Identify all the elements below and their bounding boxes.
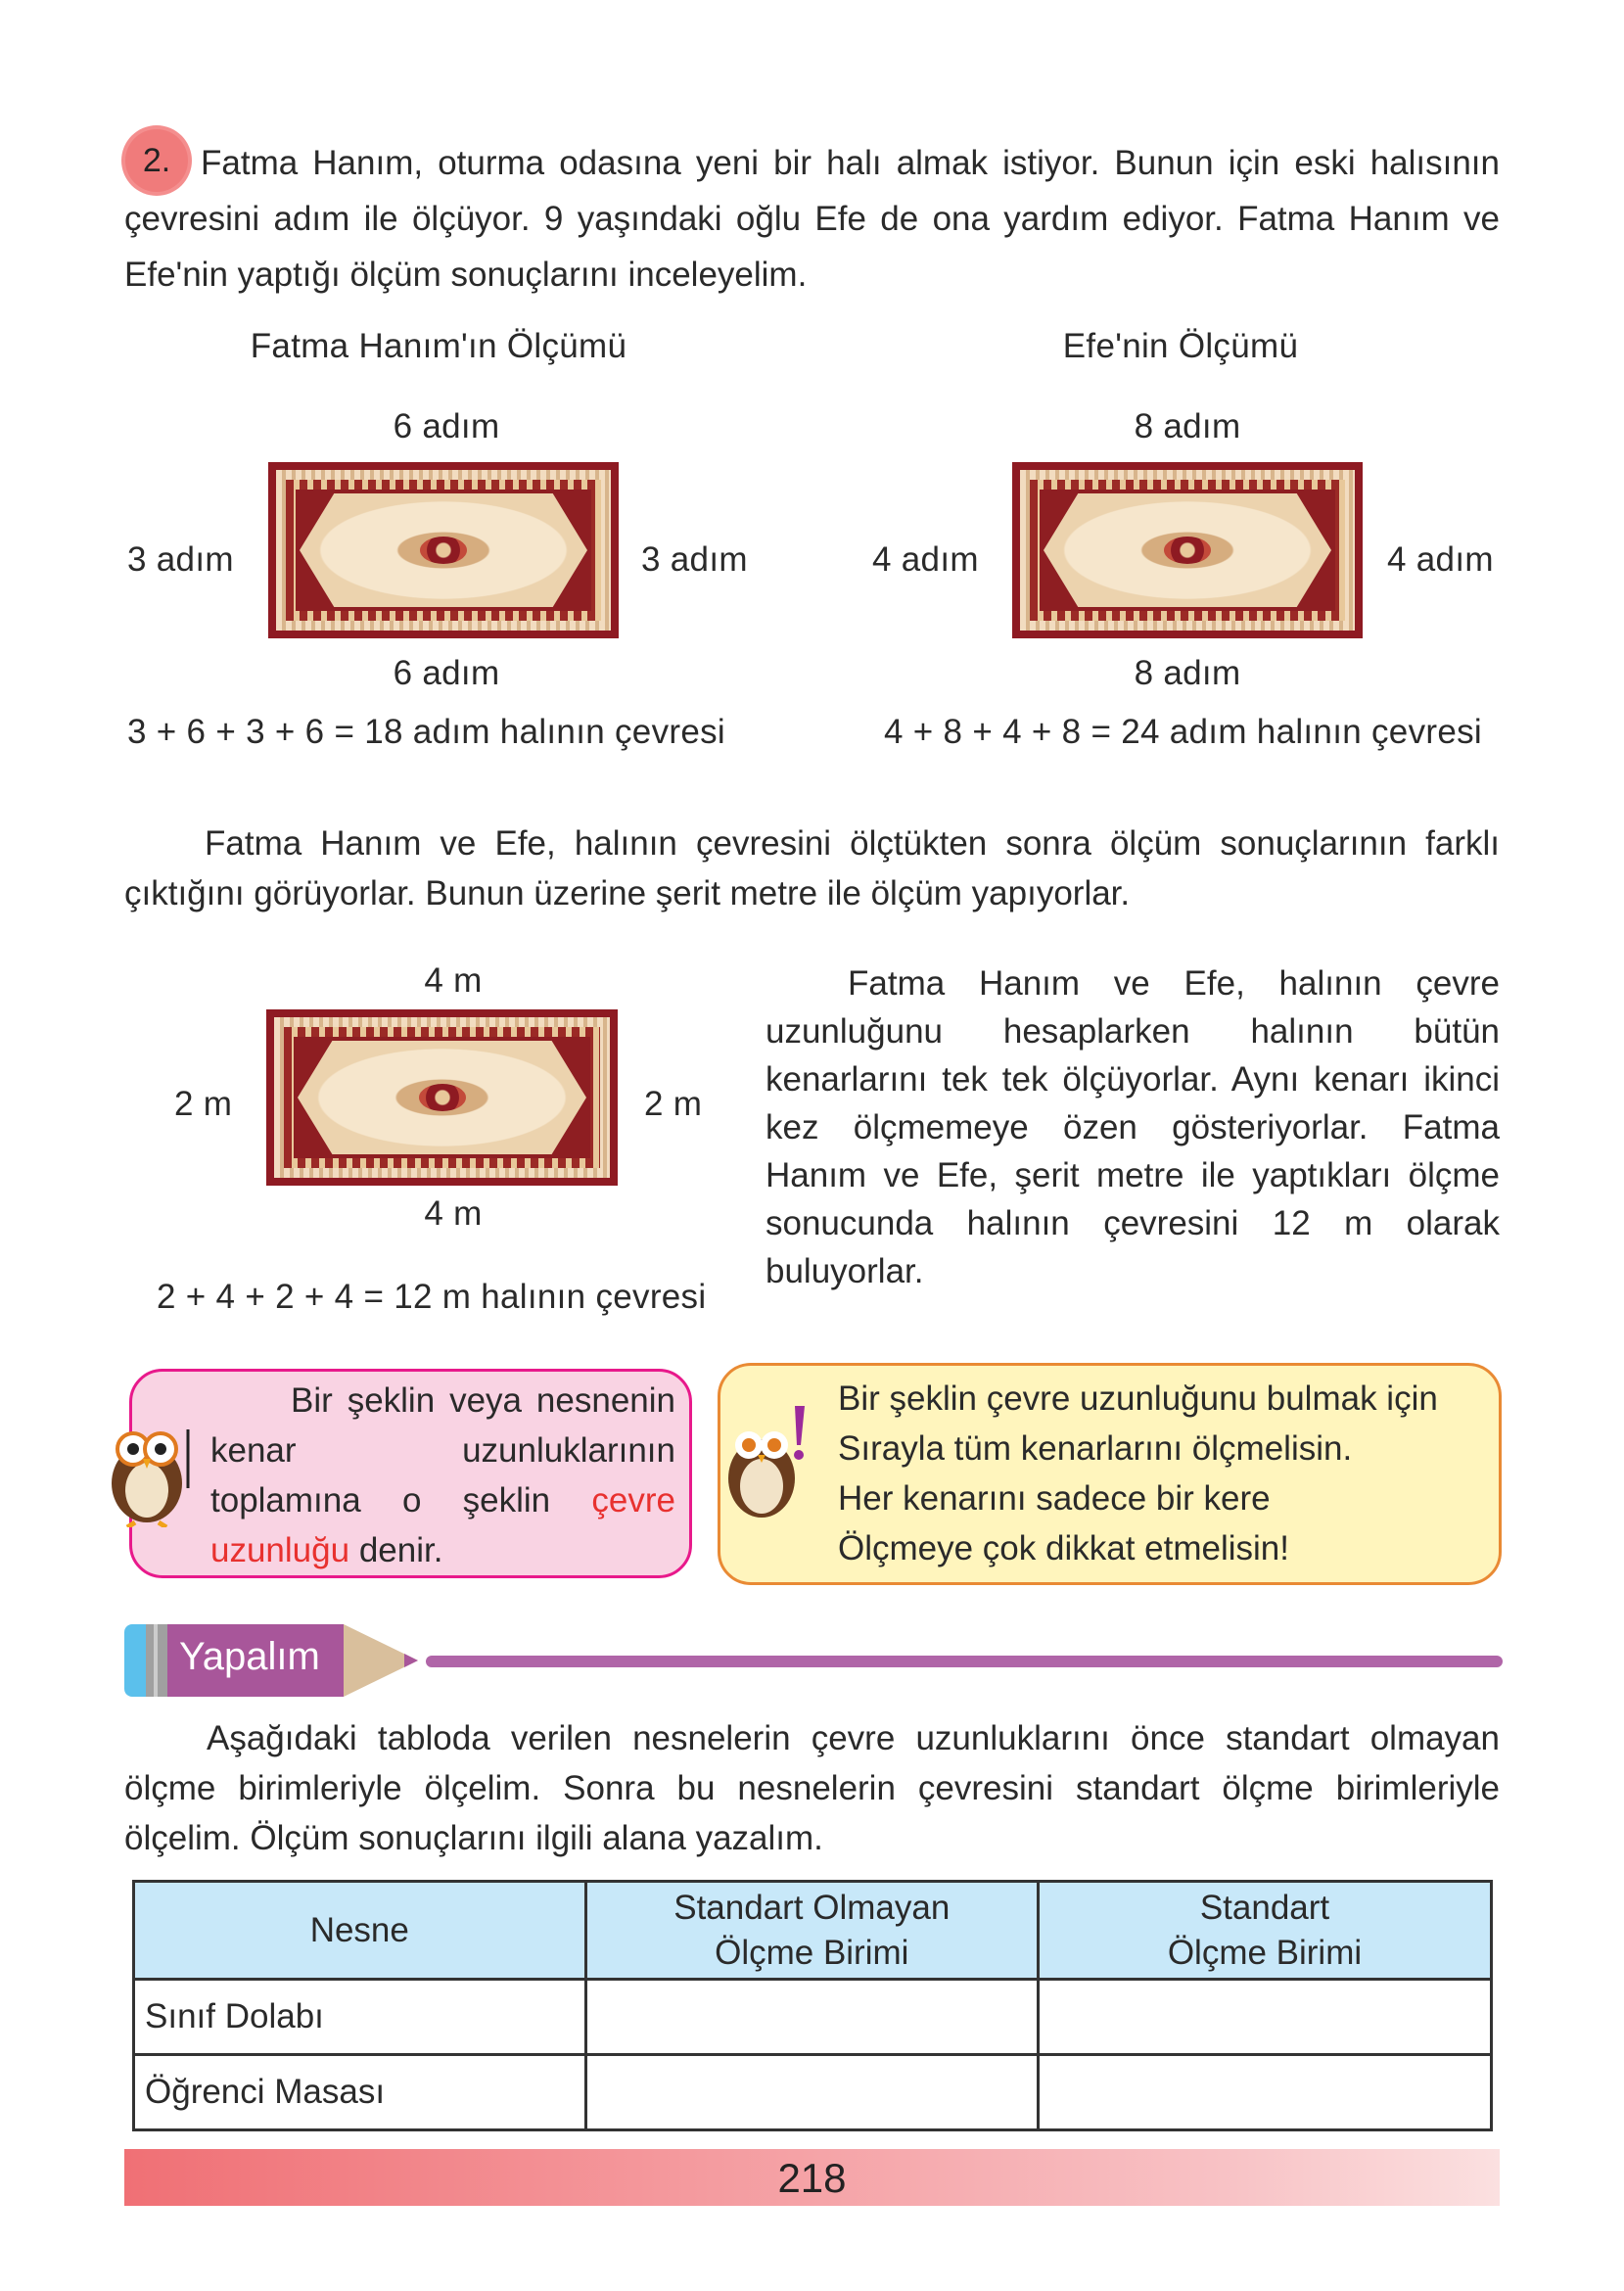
definition-highlight: çevre uzunluğu bbox=[210, 1481, 675, 1569]
owl-exclaim-icon bbox=[713, 1400, 820, 1527]
poem-line: Ölçmeye çok dikkat etmelisin! bbox=[838, 1529, 1289, 1567]
metre-top-label: 4 m bbox=[424, 961, 483, 1000]
paragraph-3: Fatma Hanım ve Efe, halının çevre uzunluğunu hesaplarken halının bütün kenarlarını tek tek ölçüyorlar. Aynı kenarı ikinci kez ölçmemeye özen gösteriyorlar. Fatma Hanım ve Efe, şerit metre ile yaptıkları ölçme sonucunda halının çevresini 12 m olarak buluyorlar. bbox=[766, 964, 1500, 1290]
carpet-image bbox=[266, 1009, 618, 1186]
page-number: 218 bbox=[777, 2155, 847, 2201]
efe-title: Efe'nin Ölçümü bbox=[1062, 327, 1299, 365]
efe-right-label: 4 adım bbox=[1387, 540, 1494, 579]
definition-end: denir. bbox=[358, 1531, 443, 1569]
fatma-left-label: 3 adım bbox=[127, 540, 234, 579]
efe-left-label: 4 adım bbox=[872, 540, 979, 579]
metre-left-label: 2 m bbox=[174, 1085, 233, 1123]
paragraph-2: Fatma Hanım ve Efe, halının çevresini ölçtükten sonra ölçüm sonuçlarının farklı çıktığını görüyorlar. Bunun üzerine şerit metre ile ölçüm yapıyorlar. bbox=[124, 824, 1500, 912]
poem-line: Sırayla tüm kenarlarını ölçmelisin. bbox=[838, 1429, 1353, 1468]
fatma-equation: 3 + 6 + 3 + 6 = 18 adım halının çevresi bbox=[127, 713, 725, 751]
fatma-top-label: 6 adım bbox=[393, 407, 500, 445]
fatma-right-label: 3 adım bbox=[641, 540, 748, 579]
answer-cell[interactable] bbox=[585, 2055, 1038, 2130]
row-object: Öğrenci Masası bbox=[134, 2055, 586, 2130]
answer-cell[interactable] bbox=[1038, 1980, 1491, 2055]
table-header-row bbox=[134, 1882, 1492, 1980]
definition-text: Bir şeklin veya nesnenin kenar uzunluklarının toplamına o şeklin bbox=[210, 1381, 675, 1520]
owl-teacher-icon bbox=[98, 1410, 201, 1527]
measurement-table bbox=[132, 1880, 1493, 2131]
fatma-title: Fatma Hanım'ın Ölçümü bbox=[250, 327, 627, 365]
intro-paragraph: Fatma Hanım, oturma odasına yeni bir halı almak istiyor. Bunun için eski halısının çevresini adım ile ölçüyor. 9 yaşındaki oğlu Efe de ona yardım ediyor. Fatma Hanım ve Efe'nin yaptığı ölçüm sonuçlarını inceleyelim. bbox=[124, 144, 1500, 294]
table-row bbox=[134, 1980, 1492, 2055]
metre-equation: 2 + 4 + 2 + 4 = 12 m halının çevresi bbox=[157, 1278, 707, 1316]
page-footer bbox=[124, 2149, 1500, 2206]
poem-line: Her kenarını sadece bir kere bbox=[838, 1479, 1271, 1518]
poem-box bbox=[718, 1363, 1502, 1585]
efe-equation: 4 + 8 + 4 + 8 = 24 adım halının çevresi bbox=[884, 713, 1482, 751]
header-nonstandard: Standart Olmayan Ölçme Birimi bbox=[585, 1882, 1038, 1980]
yapalim-paragraph: Aşağıdaki tabloda verilen nesnelerin çevre uzunluklarını önce standart olmayan ölçme birimleriyle ölçelim. Sonra bu nesnelerin çevresini standart ölçme birimleriyle ölçelim. Ölçüm sonuçlarını ilgili alana yazalım. bbox=[124, 1719, 1500, 1857]
header-nesne: Nesne bbox=[134, 1882, 586, 1980]
answer-cell[interactable] bbox=[585, 1980, 1038, 2055]
answer-cell[interactable] bbox=[1038, 2055, 1491, 2130]
yapalim-pencil-icon bbox=[124, 1620, 1505, 1704]
metre-right-label: 2 m bbox=[644, 1085, 703, 1123]
fatma-bottom-label: 6 adım bbox=[393, 654, 500, 692]
poem-line: Bir şeklin çevre uzunluğunu bulmak için bbox=[838, 1379, 1438, 1418]
carpet-image bbox=[268, 462, 619, 638]
yapalim-label: Yapalım bbox=[179, 1635, 320, 1678]
efe-bottom-label: 8 adım bbox=[1134, 654, 1241, 692]
row-object: Sınıf Dolabı bbox=[134, 1980, 586, 2055]
efe-top-label: 8 adım bbox=[1134, 407, 1241, 445]
header-standard: Standart Ölçme Birimi bbox=[1038, 1882, 1491, 1980]
table-row bbox=[134, 2055, 1492, 2130]
metre-bottom-label: 4 m bbox=[424, 1194, 483, 1233]
definition-box bbox=[129, 1369, 692, 1578]
carpet-image bbox=[1012, 462, 1363, 638]
problem-number-badge: 2. bbox=[125, 129, 188, 192]
